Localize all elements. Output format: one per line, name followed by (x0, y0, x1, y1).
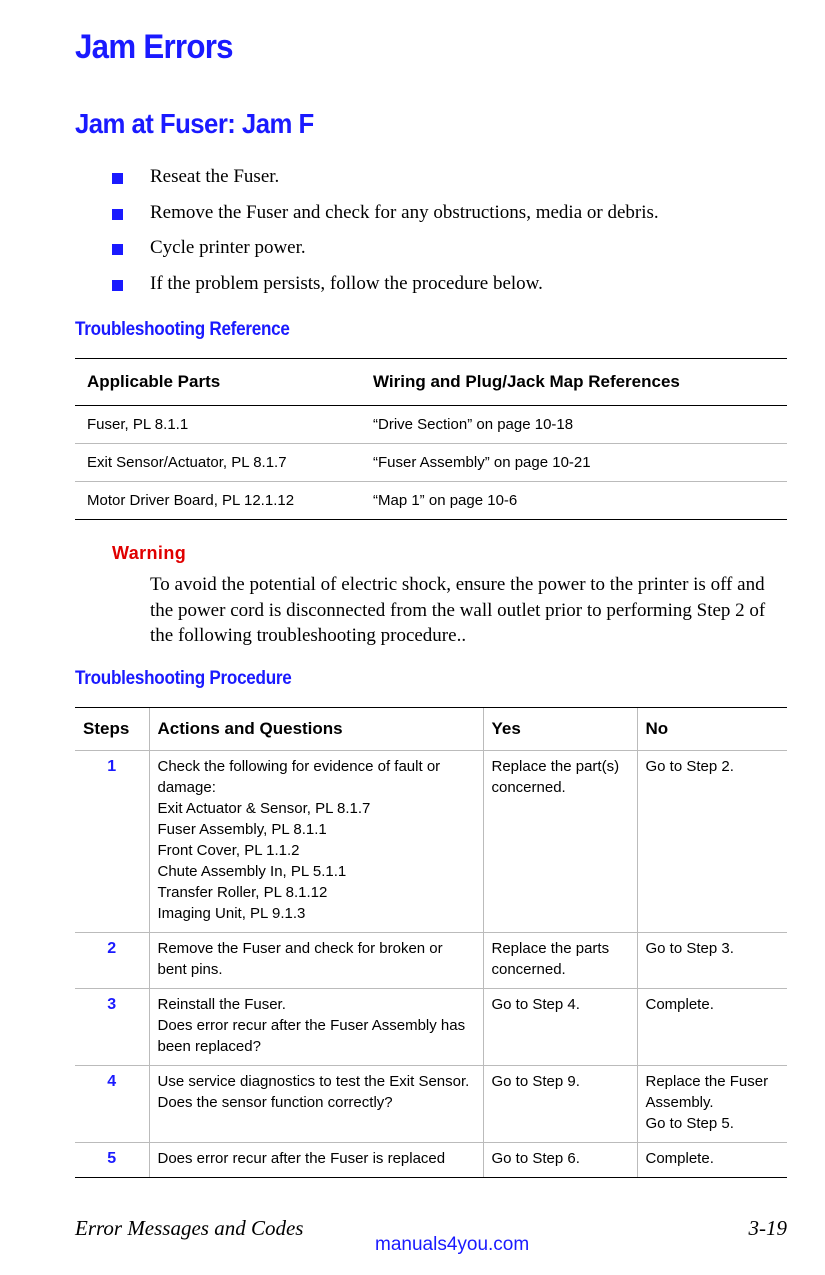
table-cell: Exit Sensor/Actuator, PL 8.1.7 (75, 444, 361, 482)
list-item: Cycle printer power. (112, 237, 659, 273)
table-row (75, 933, 787, 989)
bullet-list (112, 166, 659, 308)
table-cell: Motor Driver Board, PL 12.1.12 (75, 482, 361, 520)
table-cell: “Fuser Assembly” on page 10-21 (361, 444, 787, 482)
page-title: Jam Errors (75, 28, 233, 66)
footer-title: Error Messages and Codes (75, 1216, 304, 1240)
step-number: 1 (75, 751, 149, 933)
column-header: Yes (483, 708, 637, 751)
bullet-square-icon (112, 244, 123, 255)
step-number: 4 (75, 1066, 149, 1143)
no-cell: Replace the Fuser Assembly. Go to Step 5. (637, 1066, 787, 1143)
table-row (75, 1066, 787, 1143)
yes-cell: Go to Step 9. (483, 1066, 637, 1143)
yes-cell: Go to Step 6. (483, 1143, 637, 1178)
table-row (75, 751, 787, 933)
list-item: If the problem persists, follow the procedure below. (112, 273, 659, 309)
procedure-heading: Troubleshooting Procedure (75, 668, 292, 689)
table-row (75, 444, 787, 482)
reference-heading: Troubleshooting Reference (75, 319, 290, 340)
column-header: Wiring and Plug/Jack Map References (361, 359, 787, 406)
table-header-row (75, 708, 787, 751)
table-row (75, 989, 787, 1066)
section-title: Jam at Fuser: Jam F (75, 108, 314, 139)
table-cell: Fuser, PL 8.1.1 (75, 406, 361, 444)
watermark-link[interactable]: manuals4you.com (375, 1234, 530, 1255)
warning-text: To avoid the potential of electric shock, ensure the power to the printer is off and the power cord is disconnected from the wall outlet prior to performing Step 2 of the following troubleshooting procedure.. (150, 574, 766, 646)
reference-table (75, 358, 787, 520)
warning-label: Warning (112, 543, 187, 563)
yes-cell: Go to Step 4. (483, 989, 637, 1066)
yes-cell: Replace the parts concerned. (483, 933, 637, 989)
list-item: Remove the Fuser and check for any obstructions, media or debris. (112, 202, 659, 238)
table-row (75, 406, 787, 444)
table-row (75, 1143, 787, 1178)
action-cell: Reinstall the Fuser. Does error recur after the Fuser Assembly has been replaced? (149, 989, 483, 1066)
step-number: 3 (75, 989, 149, 1066)
yes-cell: Replace the part(s) concerned. (483, 751, 637, 933)
bullet-square-icon (112, 173, 123, 184)
action-cell: Does error recur after the Fuser is replaced (149, 1143, 483, 1178)
table-cell: “Map 1” on page 10-6 (361, 482, 787, 520)
step-number: 5 (75, 1143, 149, 1178)
column-header: Steps (75, 708, 149, 751)
column-header: Applicable Parts (75, 359, 361, 406)
action-cell: Remove the Fuser and check for broken or bent pins. (149, 933, 483, 989)
procedure-table (75, 707, 787, 1178)
column-header: No (637, 708, 787, 751)
table-cell: “Drive Section” on page 10-18 (361, 406, 787, 444)
column-header: Actions and Questions (149, 708, 483, 751)
action-cell: Check the following for evidence of fault or damage: Exit Actuator & Sensor, PL 8.1.7 Fuser Assembly, PL 8.1.1 Front Cover, PL 1.1.2 Chute Assembly In, PL 5.1.1 Transfer Roller, PL 8.1.12 Imaging Unit, PL 9.1.3 (149, 751, 483, 933)
no-cell: Complete. (637, 989, 787, 1066)
bullet-square-icon (112, 280, 123, 291)
table-header-row (75, 359, 787, 406)
list-item: Reseat the Fuser. (112, 166, 659, 202)
no-cell: Complete. (637, 1143, 787, 1178)
table-row (75, 482, 787, 520)
step-number: 2 (75, 933, 149, 989)
page-number: 3-19 (748, 1216, 787, 1240)
no-cell: Go to Step 2. (637, 751, 787, 933)
action-cell: Use service diagnostics to test the Exit Sensor. Does the sensor function correctly? (149, 1066, 483, 1143)
bullet-square-icon (112, 209, 123, 220)
no-cell: Go to Step 3. (637, 933, 787, 989)
